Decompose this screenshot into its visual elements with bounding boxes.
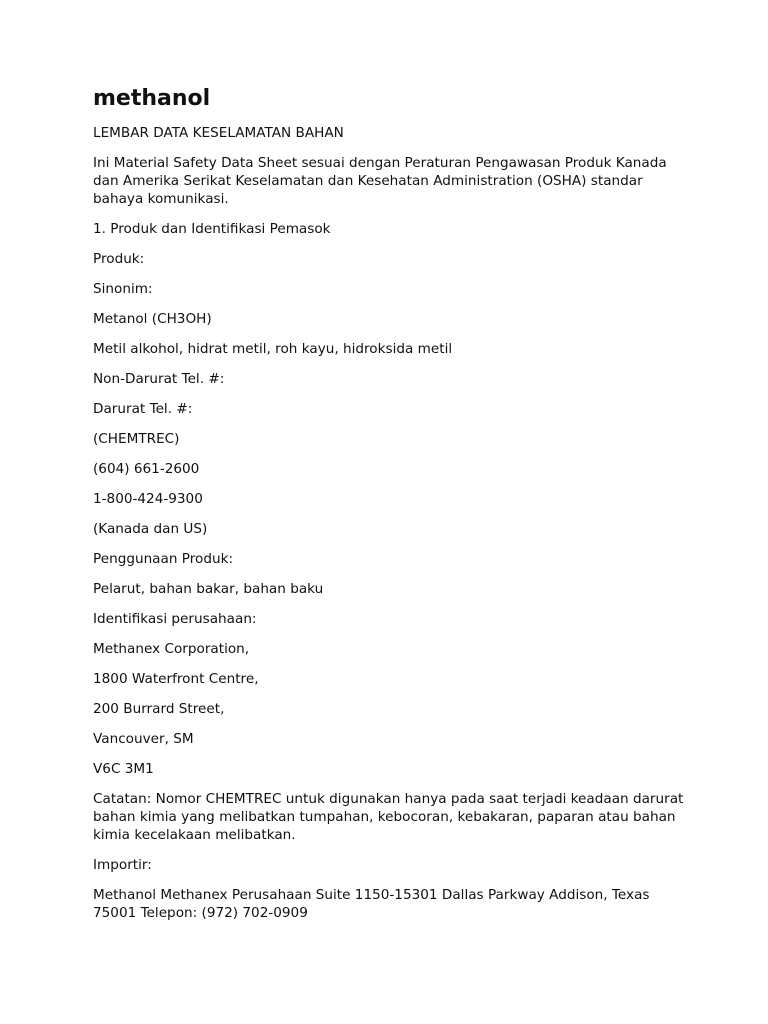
paragraph: Metanol (CH3OH)	[93, 311, 212, 327]
paragraph: 1800 Waterfront Centre,	[93, 671, 259, 687]
paragraph: Methanex Corporation,	[93, 641, 250, 657]
paragraph: (604) 661-2600	[93, 461, 200, 477]
paragraph: (Kanada dan US)	[93, 521, 208, 537]
paragraph: Darurat Tel. #:	[93, 401, 193, 417]
paragraph: Non-Darurat Tel. #:	[93, 371, 225, 387]
intro-paragraph: Ini Material Safety Data Sheet sesuai dengan Peraturan Pengawasan Produk Kanada dan Amerika Serikat Keselamatan dan Kesehatan Administration (OSHA) standar bahaya komunikasi.	[93, 155, 667, 207]
paragraph: Metil alkohol, hidrat metil, roh kayu, hidroksida metil	[93, 341, 453, 357]
paragraph: Vancouver, SM	[93, 731, 194, 747]
paragraph: Pelarut, bahan bakar, bahan baku	[93, 581, 324, 597]
paragraph: 200 Burrard Street,	[93, 701, 225, 717]
section-heading: 1. Produk dan Identifikasi Pemasok	[93, 221, 331, 237]
paragraph: 1-800-424-9300	[93, 491, 203, 507]
doc-subtitle: LEMBAR DATA KESELAMATAN BAHAN	[93, 125, 344, 141]
paragraph: (CHEMTREC)	[93, 431, 180, 447]
document-title: methanol	[93, 86, 211, 111]
document-page	[93, 84, 693, 934]
paragraph: Importir:	[93, 857, 152, 873]
paragraph: Identifikasi perusahaan:	[93, 611, 257, 627]
paragraph: Sinonim:	[93, 281, 153, 297]
importer-paragraph: Methanol Methanex Perusahaan Suite 1150-15301 Dallas Parkway Addison, Texas 75001 Telepon: (972) 702-0909	[93, 887, 650, 921]
paragraph: Produk:	[93, 251, 145, 267]
note-paragraph: Catatan: Nomor CHEMTREC untuk digunakan hanya pada saat terjadi keadaan darurat bahan kimia yang melibatkan tumpahan, kebocoran, kebakaran, paparan atau bahan kimia kecelakaan melibatkan.	[93, 791, 684, 843]
paragraph: V6C 3M1	[93, 761, 154, 777]
paragraph: Penggunaan Produk:	[93, 551, 234, 567]
